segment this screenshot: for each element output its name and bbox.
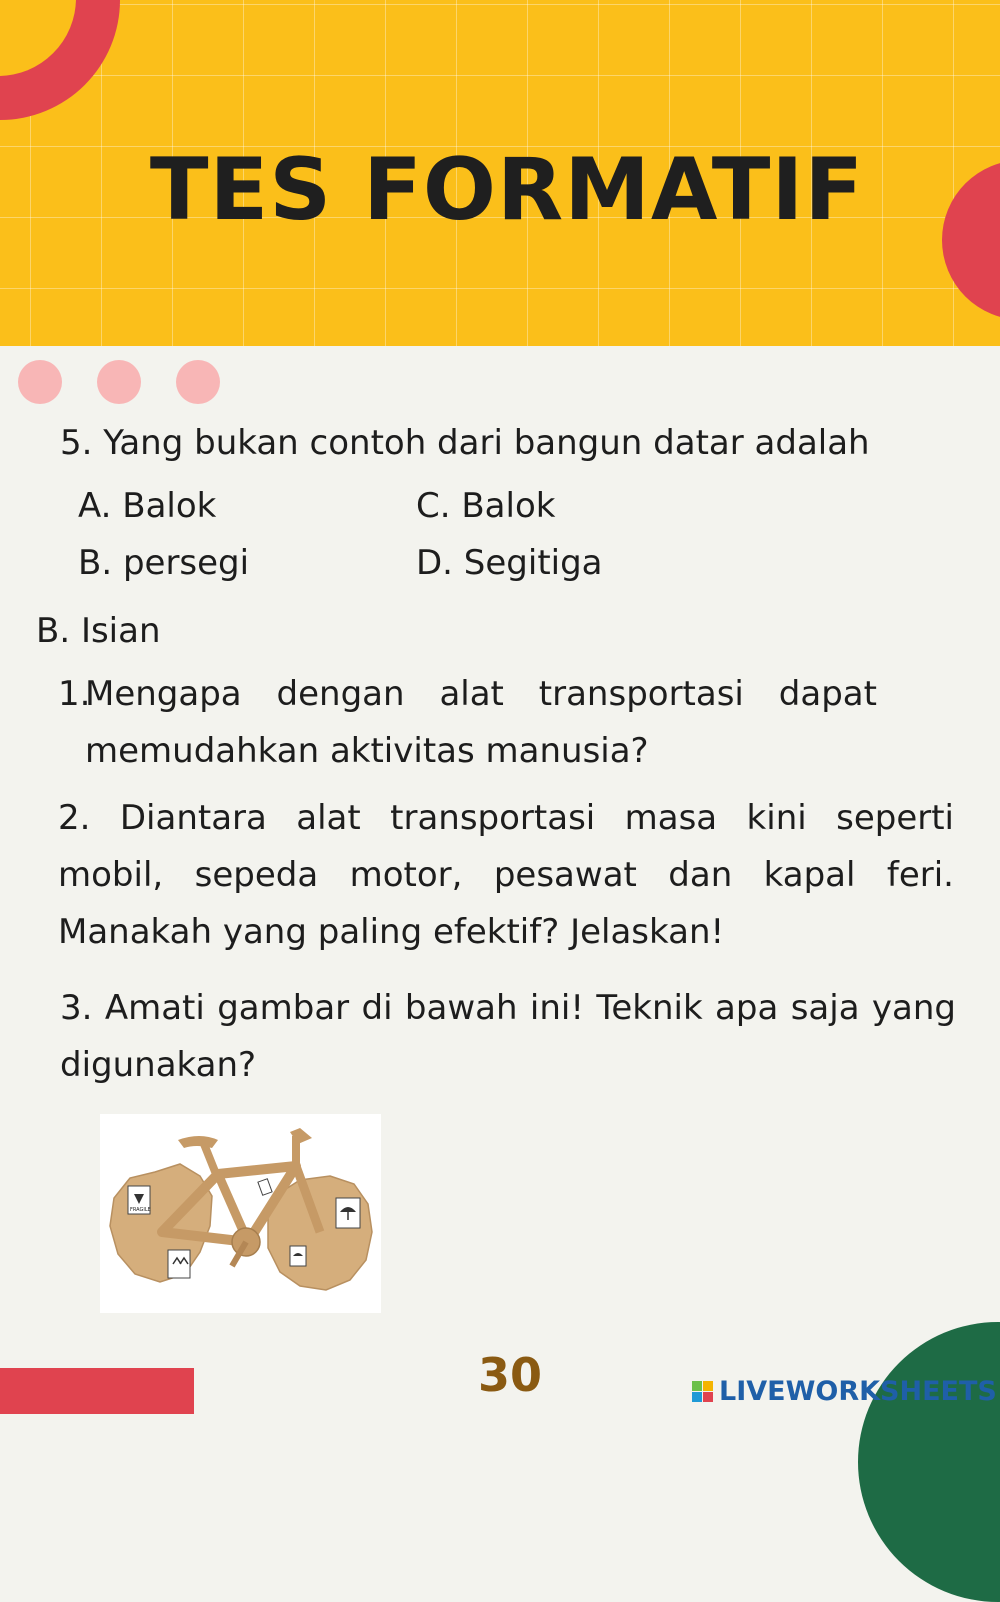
question-5-text: 5. Yang bukan contoh dari bangun datar adalah: [60, 423, 870, 463]
footer-red-bar: [0, 1368, 194, 1414]
brand-watermark: [692, 1376, 997, 1406]
liveworksheets-logo-icon: [692, 1381, 713, 1402]
option-b: B. persegi: [78, 543, 250, 583]
fragile-label: FRAGILE: [130, 1207, 151, 1213]
option-c: C. Balok: [416, 486, 556, 526]
header-banner: [0, 0, 1000, 346]
wrapped-bicycle-image: [100, 1114, 381, 1313]
decorative-green-circle: [858, 1322, 1000, 1602]
brand-name: LIVEWORKSHEETS: [719, 1375, 997, 1407]
page-title: TES FORMATIF: [149, 140, 865, 240]
decorative-dot: [97, 360, 141, 404]
q1-word: transportasi: [538, 674, 744, 714]
page-number: 30: [477, 1348, 542, 1402]
decorative-arc: [0, 0, 120, 120]
option-d: D. Segitiga: [416, 543, 603, 583]
question-1-number: 1.: [58, 674, 91, 714]
q1-word: dengan: [276, 674, 405, 714]
q1-word: alat: [439, 674, 504, 714]
option-a: A. Balok: [78, 486, 217, 526]
decorative-dot: [18, 360, 62, 404]
bicycle-illustration: [100, 1114, 381, 1313]
section-b-heading: B. Isian: [36, 611, 161, 651]
decorative-dot: [176, 360, 220, 404]
question-1-line-2: memudahkan aktivitas manusia?: [85, 731, 649, 771]
question-2-text: 2. Diantara alat transportasi masa kini seperti mobil, sepeda motor, pesawat dan kapal feri. Manakah yang paling efektif? Jelaskan!: [58, 798, 954, 952]
q1-word: dapat: [778, 674, 877, 714]
question-3-text: 3. Amati gambar di bawah ini! Teknik apa saja yang digunakan?: [60, 988, 956, 1085]
question-1-line-1: [85, 674, 877, 714]
q1-word: Mengapa: [85, 674, 242, 714]
